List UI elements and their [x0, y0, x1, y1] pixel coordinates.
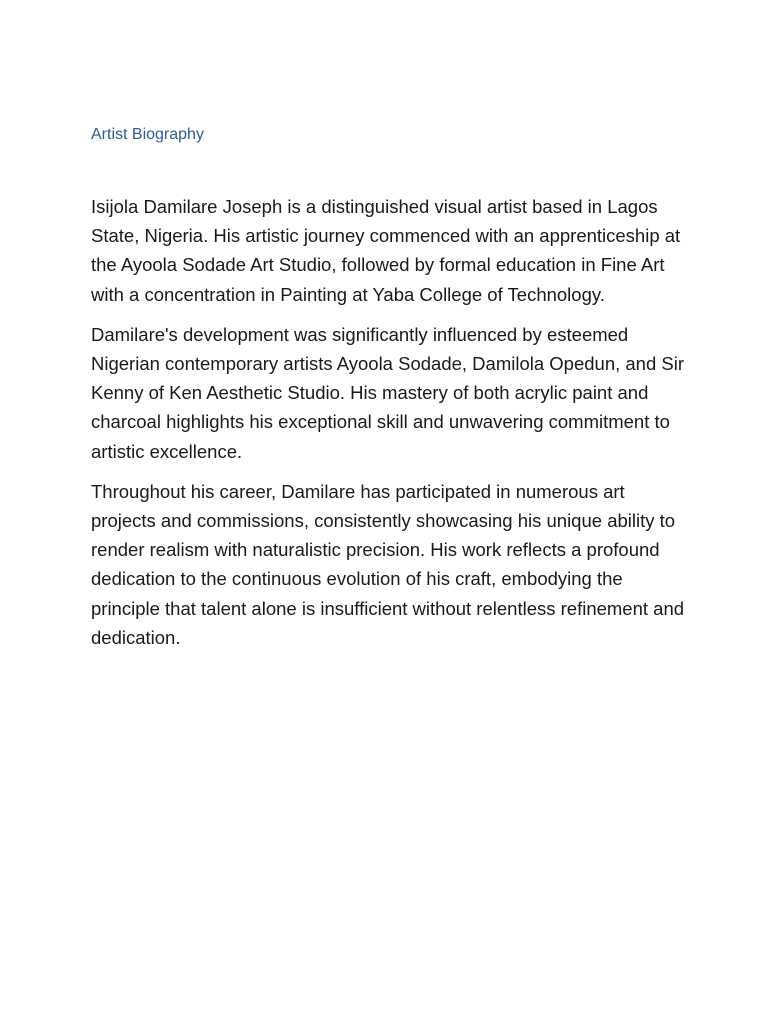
section-heading: Artist Biography — [91, 126, 204, 143]
biography-paragraph-1: Isijola Damilare Joseph is a distinguished visual artist based in Lagos State, Nigeria. His artistic journey commenced with an apprenticeship at the Ayoola Sodade Art Studio, followed by formal education in Fine Art with a concentration in Painting at Yaba College of Technology. — [91, 196, 681, 305]
document-content — [91, 124, 691, 663]
biography-paragraph-2: Damilare's development was significantly influenced by esteemed Nigerian contemporary artists Ayoola Sodade, Damilola Opedun, and Sir Kenny of Ken Aesthetic Studio. His mastery of both acrylic paint and charcoal highlights his exceptional skill and unwavering commitment to artistic excellence. — [91, 323, 685, 462]
biography-paragraph-3: Throughout his career, Damilare has participated in numerous art projects and commissions, consistently showcasing his unique ability to render realism with naturalistic precision. His work reflects a profound dedication to the continuous evolution of his craft, embodying the principle that talent alone is insufficient without relentless refinement and dedication. — [91, 480, 685, 648]
